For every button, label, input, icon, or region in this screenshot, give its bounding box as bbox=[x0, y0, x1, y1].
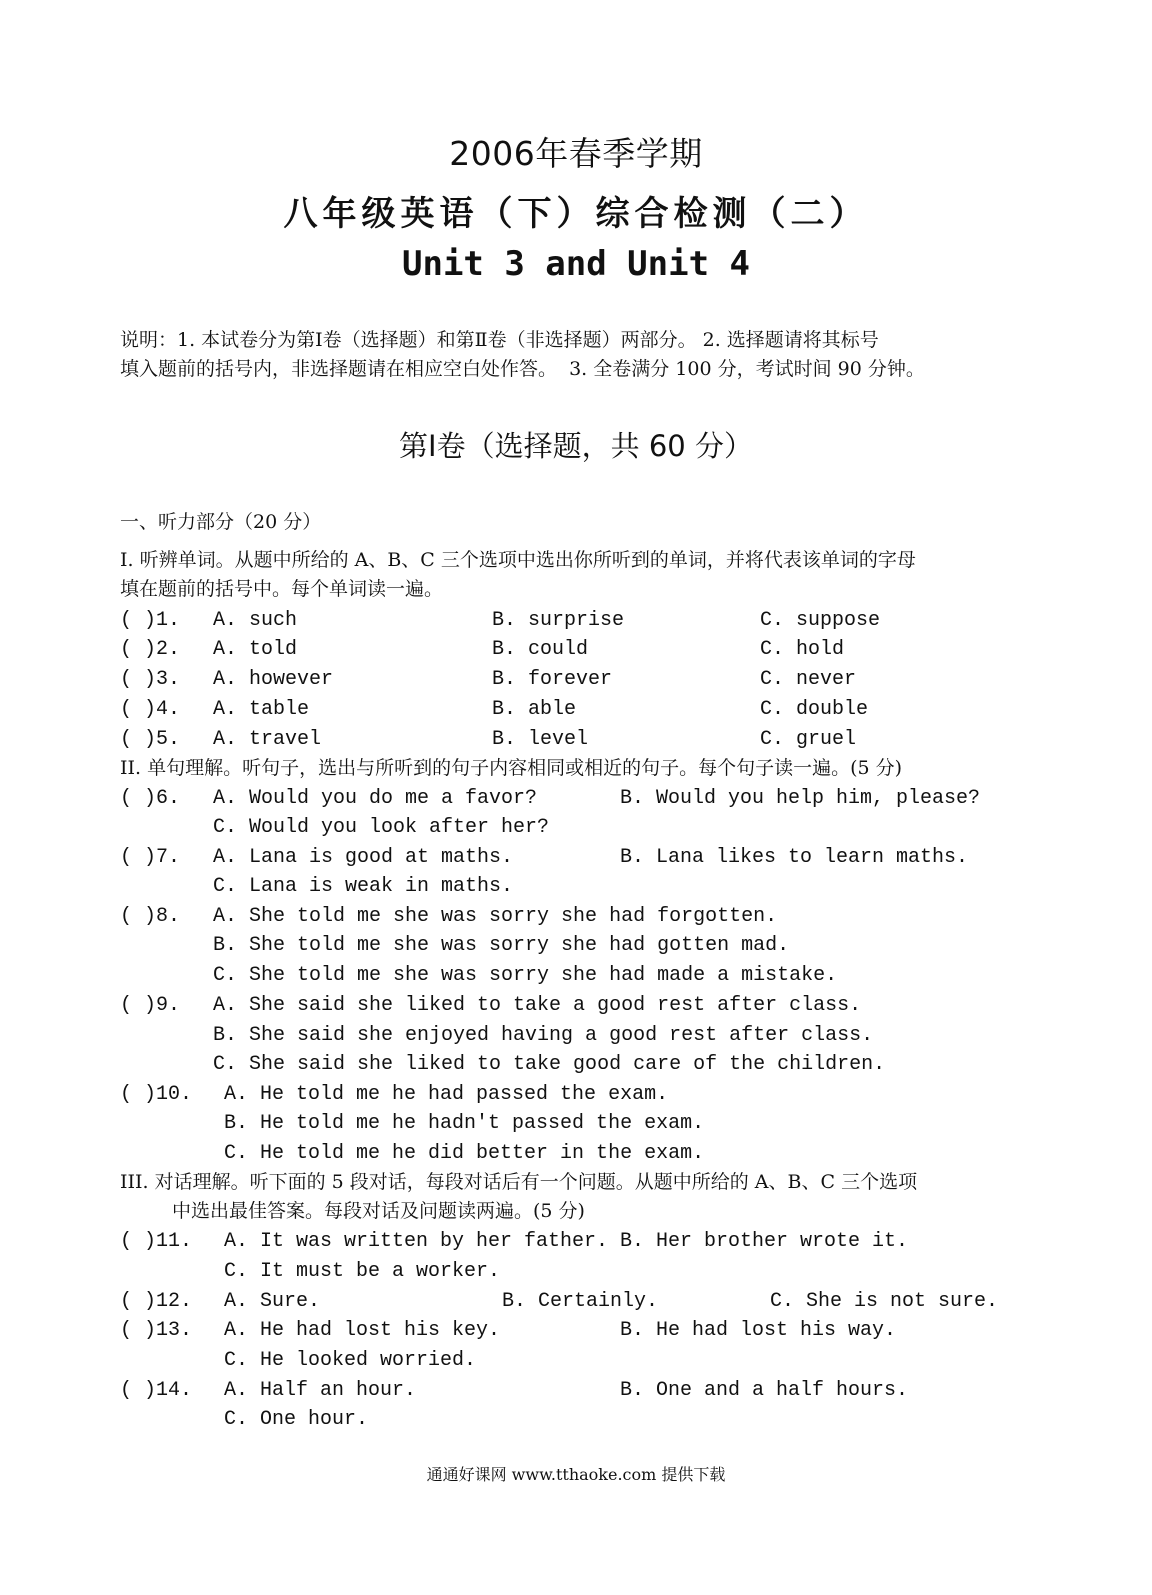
option-a: A. travel bbox=[213, 728, 322, 751]
option-a: A. Sure. bbox=[224, 1290, 321, 1313]
option-b: B. Would you help him, please? bbox=[620, 787, 981, 810]
question-number: ( )5. bbox=[120, 728, 181, 751]
option-b: B. One and a half hours. bbox=[620, 1379, 909, 1402]
subsection-3-line-2: 中选出最佳答案。每段对话及问题读两遍。(5 分) bbox=[172, 1200, 585, 1222]
option-c: C. He looked worried. bbox=[224, 1349, 477, 1372]
option-a: A. however bbox=[213, 668, 334, 691]
subsection-1-line-1: I. 听辨单词。从题中所给的 A、B、C 三个选项中选出你所听到的单词，并将代表该单词的字母 bbox=[120, 549, 916, 571]
option-a: A. She told me she was sorry she had forgotten. bbox=[213, 905, 778, 928]
option-a: A. Half an hour. bbox=[224, 1379, 417, 1402]
option-c: C. gruel bbox=[760, 728, 857, 751]
exam-title: 八年级英语（下）综合检测（二） bbox=[283, 194, 869, 234]
option-b: B. able bbox=[492, 698, 577, 721]
question-number: ( )7. bbox=[120, 846, 181, 869]
option-b: B. She said she enjoyed having a good rest after class. bbox=[213, 1024, 874, 1047]
option-c: C. It must be a worker. bbox=[224, 1260, 501, 1283]
option-a: A. Would you do me a favor? bbox=[213, 787, 538, 810]
option-c: C. suppose bbox=[760, 609, 881, 632]
question-number: ( )6. bbox=[120, 787, 181, 810]
option-b: B. He told me he hadn't passed the exam. bbox=[224, 1112, 705, 1135]
subsection-2-heading: II. 单句理解。听句子，选出与所听到的句子内容相同或相近的句子。每个句子读一遍。(5 分) bbox=[120, 757, 903, 779]
question-number: ( )12. bbox=[120, 1290, 193, 1313]
option-c: C. double bbox=[760, 698, 869, 721]
option-b: B. could bbox=[492, 638, 589, 661]
option-a: A. such bbox=[213, 609, 298, 632]
question-number: ( )8. bbox=[120, 905, 181, 928]
question-number: ( )10. bbox=[120, 1083, 193, 1106]
option-c: C. Lana is weak in maths. bbox=[213, 875, 514, 898]
option-c: C. One hour. bbox=[224, 1408, 369, 1431]
option-c: C. He told me he did better in the exam. bbox=[224, 1142, 705, 1165]
question-number: ( )4. bbox=[120, 698, 181, 721]
option-b: B. forever bbox=[492, 668, 613, 691]
option-a: A. He told me he had passed the exam. bbox=[224, 1083, 669, 1106]
question-number: ( )11. bbox=[120, 1230, 193, 1253]
option-a: A. It was written by her father. bbox=[224, 1230, 609, 1253]
option-b: B. level bbox=[492, 728, 589, 751]
question-number: ( )3. bbox=[120, 668, 181, 691]
option-a: A. told bbox=[213, 638, 298, 661]
option-b: B. Lana likes to learn maths. bbox=[620, 846, 969, 869]
instructions bbox=[120, 326, 1040, 384]
option-c: C. She is not sure. bbox=[770, 1290, 999, 1313]
option-c: C. hold bbox=[760, 638, 845, 661]
question-number: ( )14. bbox=[120, 1379, 193, 1402]
part-1-title: 第Ⅰ卷（选择题，共 60 分） bbox=[399, 429, 753, 463]
option-c: C. She told me she was sorry she had made a mistake. bbox=[213, 964, 838, 987]
option-a: A. Lana is good at maths. bbox=[213, 846, 514, 869]
option-c: C. Would you look after her? bbox=[213, 816, 550, 839]
units-title: Unit 3 and Unit 4 bbox=[402, 244, 750, 284]
question-number: ( )13. bbox=[120, 1319, 193, 1342]
term-title: 2006年春季学期 bbox=[449, 134, 703, 173]
option-c: C. never bbox=[760, 668, 857, 691]
option-b: B. surprise bbox=[492, 609, 625, 632]
option-b: B. She told me she was sorry she had gotten mad. bbox=[213, 934, 790, 957]
option-c: C. She said she liked to take good care of the children. bbox=[213, 1053, 886, 1076]
option-b: B. He had lost his way. bbox=[620, 1319, 897, 1342]
question-number: ( )1. bbox=[120, 609, 181, 632]
section-1-heading: 一、听力部分（20 分） bbox=[120, 511, 322, 533]
instructions-line-1: 说明：1. 本试卷分为第Ⅰ卷（选择题）和第Ⅱ卷（非选择题）两部分。 2. 选择题请将其标号 bbox=[120, 329, 879, 351]
question-number: ( )2. bbox=[120, 638, 181, 661]
option-a: A. He had lost his key. bbox=[224, 1319, 501, 1342]
option-b: B. Certainly. bbox=[502, 1290, 659, 1313]
option-a: A. table bbox=[213, 698, 310, 721]
footer-credit: 通通好课网 www.tthaoke.com 提供下载 bbox=[426, 1465, 726, 1484]
subsection-3-line-1: III. 对话理解。听下面的 5 段对话，每段对话后有一个问题。从题中所给的 A、B、C 三个选项 bbox=[120, 1171, 918, 1193]
option-b: B. Her brother wrote it. bbox=[620, 1230, 909, 1253]
subsection-1-line-2: 填在题前的括号中。每个单词读一遍。 bbox=[120, 578, 444, 600]
instructions-line-2: 填入题前的括号内，非选择题请在相应空白处作答。 3. 全卷满分 100 分，考试时间 90 分钟。 bbox=[120, 358, 925, 380]
question-number: ( )9. bbox=[120, 994, 181, 1017]
option-a: A. She said she liked to take a good rest after class. bbox=[213, 994, 862, 1017]
